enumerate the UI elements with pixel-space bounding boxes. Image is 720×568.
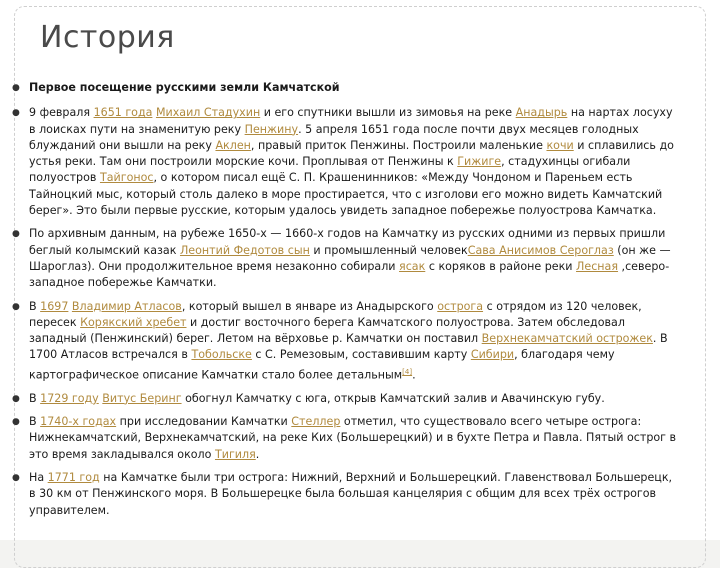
bullet-item <box>12 299 682 384</box>
text-run: По архивным данным, на рубеже 1650-х — 1660-х годов на Камчатку из русских одними из первых пришли беглый колымский казак <box>29 227 666 257</box>
text-run: На <box>29 470 48 484</box>
slide-title: История <box>40 20 175 55</box>
bullet-icon: ● <box>12 301 20 312</box>
bullet-item <box>12 470 682 519</box>
text-link[interactable]: Пенжину <box>244 122 299 136</box>
text-link[interactable]: 1651 года <box>93 106 153 120</box>
bullet-item <box>12 80 682 96</box>
text-link[interactable]: 1729 году <box>40 391 99 405</box>
bullet-icon: ● <box>12 83 20 93</box>
bullet-icon: ● <box>12 108 20 119</box>
text-run: и достиг восточного берега Камчатского полуострова. Затем обследовал западный (Пенжинский) берег. Летом на вёрховье р. Камчатки он поставил <box>29 315 625 346</box>
text-run: В <box>29 299 41 313</box>
text-run: с С. Ремезовым, составившим карту <box>251 348 471 362</box>
bullet-item <box>12 226 682 291</box>
text-run: , благодаря чему картографическое описание Камчатки стало более детальным <box>29 348 615 382</box>
bullet-item <box>12 414 682 463</box>
bullet-item <box>12 391 682 407</box>
text-run: , о котором писал ещё С. П. Крашенинников: «Между Чондоном и Пареньем есть Тайноцкий мыс, который столь далеко в море простирается, что с изголови его можно видеть Камчатский берег». Это были первые русские, которым удалось увидеть западное побережье полуострова Камчатка. <box>29 171 663 218</box>
text-run: с отрядом из 120 человек, пересек <box>29 299 642 329</box>
text-run: (он же — Шароглаз). Они продолжительное время незаконно собирали <box>29 243 671 273</box>
slide-content <box>12 80 682 526</box>
text-link[interactable]: Тайгонос <box>99 171 154 185</box>
text-link[interactable]: Тигиля <box>214 447 256 461</box>
text-link[interactable]: Аклен <box>215 138 251 152</box>
text-link[interactable]: 1697 <box>40 299 69 313</box>
text-run: обогнул Камчатку с юга, открыв Камчатский залив и Авачинскую губу. <box>181 391 605 405</box>
text-run: ,северо-западное побережье Камчатки. <box>29 259 670 290</box>
text-link[interactable]: Анадырь <box>515 106 568 120</box>
text-link[interactable]: Сава Анисимов Сероглаз <box>467 243 614 257</box>
text-run: и его спутники вышли из зимовья на реке <box>260 106 516 120</box>
text-link[interactable]: Лесная <box>576 259 619 273</box>
text-link[interactable]: 1740-х годах <box>40 415 117 429</box>
bullet-icon: ● <box>12 229 20 240</box>
bullet-icon: ● <box>12 417 20 428</box>
text-run: и сплавились до устья реки. Там они построили морские кочи. Проплывая от Пенжины к <box>29 138 674 169</box>
text-link[interactable]: Стеллер <box>291 415 341 429</box>
text-link[interactable]: Леонтий Федотов сын <box>179 243 310 257</box>
text-link[interactable]: Корякский хребет <box>80 315 187 329</box>
text-run: , стадухинцы огибали полуостров <box>29 155 631 185</box>
text-link[interactable]: Гижиге <box>457 155 502 169</box>
text-run: . В 1700 Атласов встречался в <box>29 332 668 362</box>
text-run: 9 февраля <box>29 106 94 120</box>
text-link[interactable]: Михаил Стадухин <box>155 106 261 120</box>
text-run: . <box>255 447 260 461</box>
text-run: , правый приток Пенжины. Построили маленькие <box>250 138 547 152</box>
text-link[interactable]: Владимир Атласов <box>71 299 182 313</box>
section-heading: Первое посещение русскими земли Камчатской <box>29 81 340 94</box>
text-run: при исследовании Камчатки <box>116 415 292 429</box>
text-run: на нартах лосуху в лоисках пути на знаменитую реку <box>29 106 673 136</box>
text-link[interactable]: Верхнекамчатский острожек <box>481 332 653 346</box>
text-run: на Камчатке были три острога: Нижний, Верхний и Большерецкий. Главенствовал Большерецк, в 30 км от Пенжинского моря. В Большерецке была большая канцелярия с общим для всех трёх острогов управителем. <box>29 470 673 517</box>
bullet-icon: ● <box>12 393 20 404</box>
bullet-item <box>12 105 682 219</box>
footnote-link[interactable]: [4] <box>402 367 413 376</box>
text-run: . 5 апреля 1651 года после почти двух месяцев голодных блужданий они вышли на реку <box>29 122 639 152</box>
text-run: В <box>29 391 41 405</box>
text-run: с коряков в районе реки <box>425 259 577 273</box>
text-link[interactable]: Сибири <box>470 348 515 362</box>
text-link[interactable]: Тобольске <box>191 348 252 362</box>
text-run: и промышленный человек <box>309 243 468 257</box>
text-link[interactable]: ясак <box>399 259 426 273</box>
text-link[interactable]: острога <box>437 299 484 313</box>
text-run: В <box>29 415 41 429</box>
text-link[interactable]: 1771 год <box>47 470 100 484</box>
text-run: , который вышел в январе из Анадырского <box>181 299 438 313</box>
text-link[interactable]: Витус Беринг <box>102 391 182 405</box>
text-link[interactable]: кочи <box>546 138 574 152</box>
text-run: . <box>412 368 416 382</box>
bullet-icon: ● <box>12 472 20 483</box>
text-run: отметил, что существовало всего четыре острога: Нижнекамчатский, Верхнекамчатский, на реке Ких (Большерецкий) и в бухте Петра и Павла. Пятый острог в это время закладывался около <box>29 415 677 461</box>
